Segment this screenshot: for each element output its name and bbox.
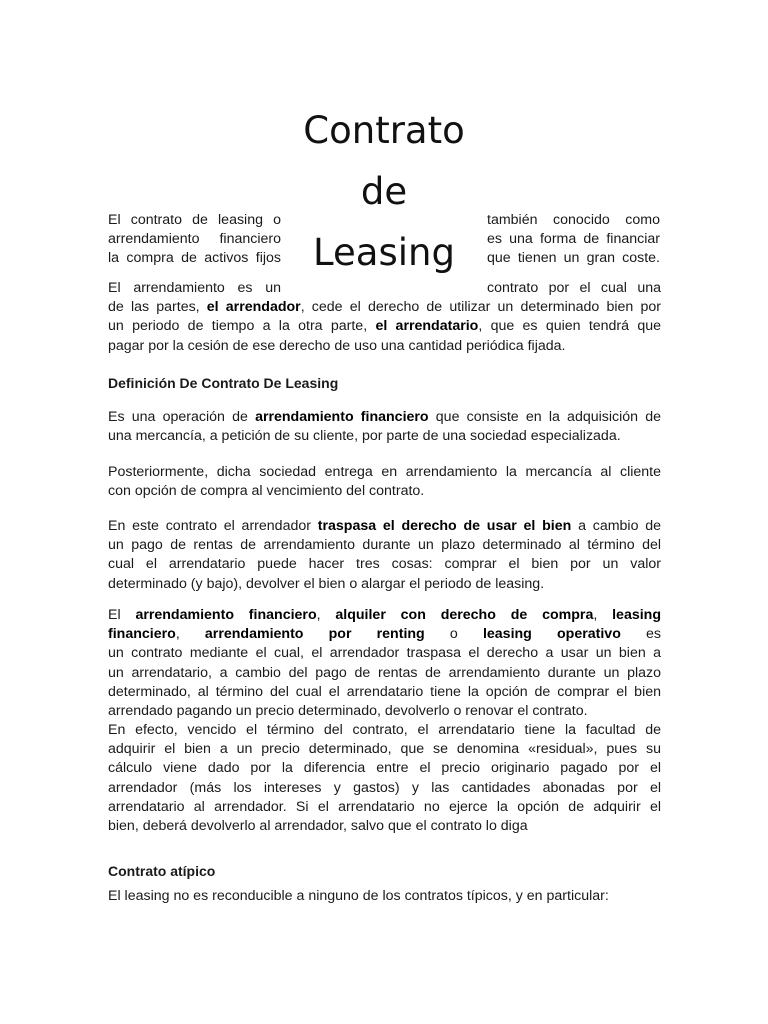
text-segment: , <box>175 626 205 643</box>
text-segment: El arrendamiento es un <box>108 280 281 296</box>
text-segment: , <box>593 607 613 623</box>
bold-term: arrendamiento financiero <box>255 409 429 425</box>
paragraph-line: cual el arrendatario puede hacer tres cosas: comprar el bien por un valor <box>108 556 661 573</box>
paragraph-line <box>108 408 661 427</box>
paragraph-line: En efecto, vencido el término del contrato, el arrendatario tiene la facultad de <box>108 722 661 738</box>
section-heading-definicion: Definición De Contrato De Leasing <box>108 375 339 391</box>
bold-term: financiero <box>108 626 176 643</box>
intro-left-line: El contrato de leasing o <box>108 212 281 228</box>
text-segment: , que es quien tendrá que <box>478 318 662 335</box>
paragraph-line: adquirir el bien a un precio determinado, que se denomina «residual», pues su <box>108 741 661 758</box>
paragraph-line: un contrato mediante el cual, el arrendador traspasa el derecho a usar un bien a <box>108 645 661 662</box>
paragraph-traspasa <box>108 517 661 594</box>
text-segment: , cede el derecho de utilizar un determinado bien por <box>300 299 661 316</box>
text-segment: o <box>424 626 483 643</box>
paragraph-line: bien, deberá devolverlo al arrendador, salvo que el contrato lo diga <box>108 818 528 835</box>
bold-term: arrendamiento financiero <box>135 607 317 623</box>
intro-left-line: arrendamiento financiero <box>108 231 281 248</box>
title-line-2: de <box>360 170 408 213</box>
bold-term: alquiler con derecho de compra <box>335 607 594 623</box>
paragraph-line: un arrendatario, a cambio del pago de rentas de arrendamiento durante un plazo <box>108 664 661 681</box>
text-segment: un periodo de tiempo a la otra parte, <box>108 318 376 335</box>
paragraph-line: El leasing no es reconducible a ninguno de los contratos típicos, y en particular: <box>108 888 609 904</box>
paragraph-line: determinado, al término del cual el arrendatario tiene la opción de comprar el bien <box>108 683 661 700</box>
intro-left-column <box>108 211 281 269</box>
document-title <box>290 100 478 283</box>
bold-term: el arrendador <box>206 299 301 316</box>
paragraph-line: arrendatario al arrendador. Si el arrendatario no ejerce la opción de adquirir el <box>108 798 661 815</box>
paragraph-line <box>108 317 661 336</box>
paragraph-line <box>108 625 661 644</box>
intro-right-line: que tienen un gran coste. <box>487 250 660 267</box>
title-line-1: Contrato <box>303 109 465 152</box>
text-segment: Es una operación de <box>108 409 256 425</box>
paragraph-line: arrendado pagando un precio determinado, devolverlo o renovar el contrato. <box>108 703 588 720</box>
intro-right-column <box>487 211 660 269</box>
bold-term: el arrendatario <box>375 318 479 335</box>
paragraph-arrendamiento <box>108 279 661 356</box>
intro-right-line: también conocido como <box>487 212 660 228</box>
text-segment: En este contrato el arrendador <box>108 518 318 534</box>
text-segment: que consiste en la adquisición de <box>428 409 662 425</box>
paragraph-tipos <box>108 606 661 721</box>
bold-term: traspasa el derecho de usar el bien <box>317 518 572 534</box>
section-heading-atipico: Contrato atípico <box>108 863 216 879</box>
paragraph-line: determinado (y bajo), devolver el bien o alargar el periodo de leasing. <box>108 575 545 592</box>
text-segment: de las partes, <box>108 299 207 316</box>
paragraph-definicion <box>108 408 661 446</box>
text-segment: El <box>108 607 136 623</box>
paragraph-line <box>108 606 661 625</box>
paragraph-posteriormente <box>108 463 661 501</box>
paragraph-atipico <box>108 887 661 906</box>
intro-right-line: es una forma de financiar <box>487 231 660 248</box>
paragraph-line <box>108 279 661 298</box>
paragraph-line: con opción de compra al vencimiento del contrato. <box>108 483 425 500</box>
paragraph-line: un pago de rentas de arrendamiento durante un plazo determinado al término del <box>108 537 661 554</box>
paragraph-line: pagar por la cesión de ese derecho de uso una cantidad periódica fijada. <box>108 337 566 354</box>
bold-term: arrendamiento por renting <box>204 626 425 643</box>
bold-term: leasing <box>612 607 661 623</box>
paragraph-line: cálculo viene dado por la diferencia entre el precio originario pagado por el <box>108 760 661 777</box>
paragraph-line <box>108 517 661 536</box>
paragraph-line: arrendador (más los intereses y gastos) y las cantidades abonadas por el <box>108 779 661 796</box>
text-segment: , <box>316 607 336 623</box>
text-segment: contrato por el cual una <box>487 280 661 296</box>
title-line-3: Leasing <box>313 231 455 274</box>
text-segment: es <box>620 626 662 643</box>
paragraph-line: una mercancía, a petición de su cliente, por parte de una sociedad especializada. <box>108 428 621 445</box>
bold-term: leasing operativo <box>482 626 621 643</box>
paragraph-line: Posteriormente, dicha sociedad entrega en arrendamiento la mercancía al cliente <box>108 464 661 480</box>
intro-left-line: la compra de activos fijos <box>108 250 281 267</box>
paragraph-line <box>108 298 661 317</box>
paragraph-efecto <box>108 721 661 836</box>
text-segment: a cambio de <box>571 518 662 534</box>
